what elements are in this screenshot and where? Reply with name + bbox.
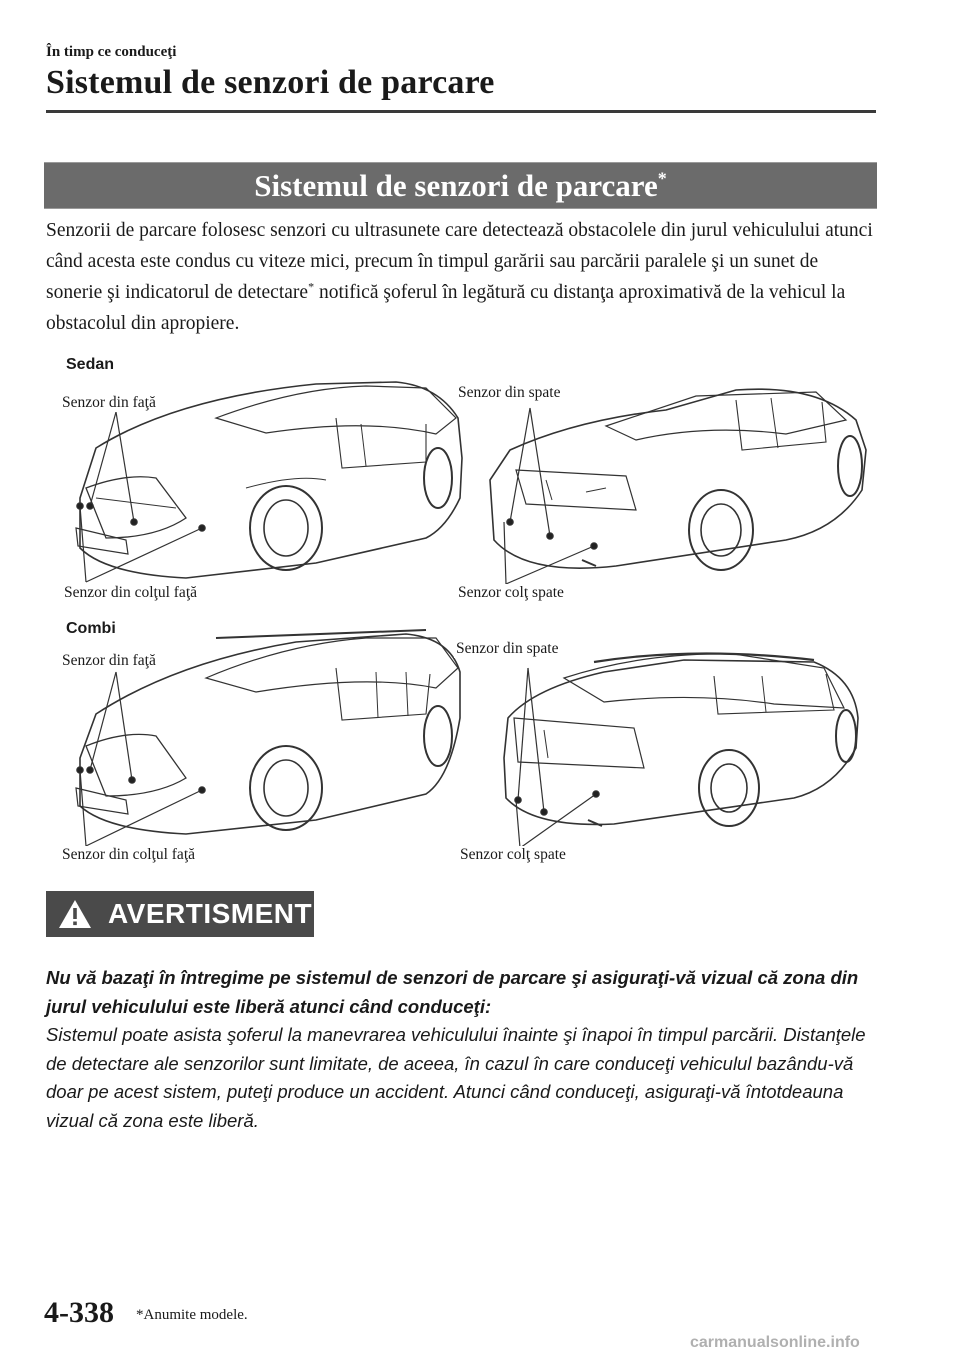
intro-paragraph — [46, 215, 876, 339]
watermark: carmanualsonline.info — [690, 1334, 860, 1351]
page-number: 4-338 — [44, 1296, 114, 1329]
section-title-marker: * — [657, 168, 667, 189]
wagon-front-corner-sensor-label: Senzor din colţul faţă — [62, 846, 195, 863]
header-rule — [46, 110, 876, 113]
sedan-variant-label: Sedan — [66, 356, 115, 373]
intro-text-part1: Senzorii de parcare folosesc senzori cu ultrasunete care detectează obstacolele din jurul vehiculului atunci când acesta este condus cu viteze mici, precum în timpul garării sau parcării paralele şi un sunet de sonerie şi indicatorul de detectare — [46, 220, 873, 303]
wagon-variant-label: Combi — [66, 620, 116, 637]
sedan-front-sensor-label: Senzor din faţă — [62, 394, 156, 411]
warning-bold-text: Nu vă bazaţi în întregime pe sistemul de senzori de parcare şi asiguraţi-vă vizual că zona din jurul vehiculului este liberă atunci când conduceţi: — [46, 967, 859, 1017]
sedan-front-callout-lines — [60, 400, 240, 600]
intro-marker: * — [308, 279, 315, 294]
warning-body — [46, 964, 876, 1135]
warning-triangle-icon — [58, 899, 92, 929]
wagon-rear-callout-lines — [480, 662, 680, 862]
wagon-rear-corner-sensor-label: Senzor colţ spate — [460, 846, 566, 863]
section-title: Sistemul de senzori de parcare — [254, 168, 658, 203]
sedan-rear-callout-lines — [480, 400, 680, 600]
sedan-rear-sensor-label: Senzor din spate — [458, 384, 561, 401]
sedan-front-corner-sensor-label: Senzor din colţul faţă — [64, 584, 197, 601]
intro-text-part2: notifică şoferul în legătură cu distanţa aproximativă de la vehicul la obstacolul din apropiere. — [46, 282, 846, 334]
footnote: *Anumite modele. — [136, 1307, 248, 1323]
wagon-rear-sensor-label: Senzor din spate — [456, 640, 559, 657]
warning-banner — [46, 891, 314, 937]
sedan-rear-corner-sensor-label: Senzor colţ spate — [458, 584, 564, 601]
warning-label: AVERTISMENT — [108, 898, 313, 929]
chapter-heading: În timp ce conduceţi — [46, 44, 177, 60]
warning-body-text: Sistemul poate asista şoferul la manevrarea vehiculului înainte şi înapoi în timpul parcării. Distanţele de detectare ale senzorilor sunt limitate, de aceea, în cazul în care conduceţi vehiculul bazându-vă doar pe acest sistem, puteţi produce un accident. Atunci când conduceţi, asiguraţi-vă întotdeauna vizual că zona este liberă. — [46, 1024, 866, 1131]
wagon-front-callout-lines — [60, 660, 240, 860]
page-title: Sistemul de senzori de parcare — [46, 64, 495, 101]
section-title-bar — [44, 162, 877, 209]
wagon-front-sensor-label: Senzor din faţă — [62, 652, 156, 669]
